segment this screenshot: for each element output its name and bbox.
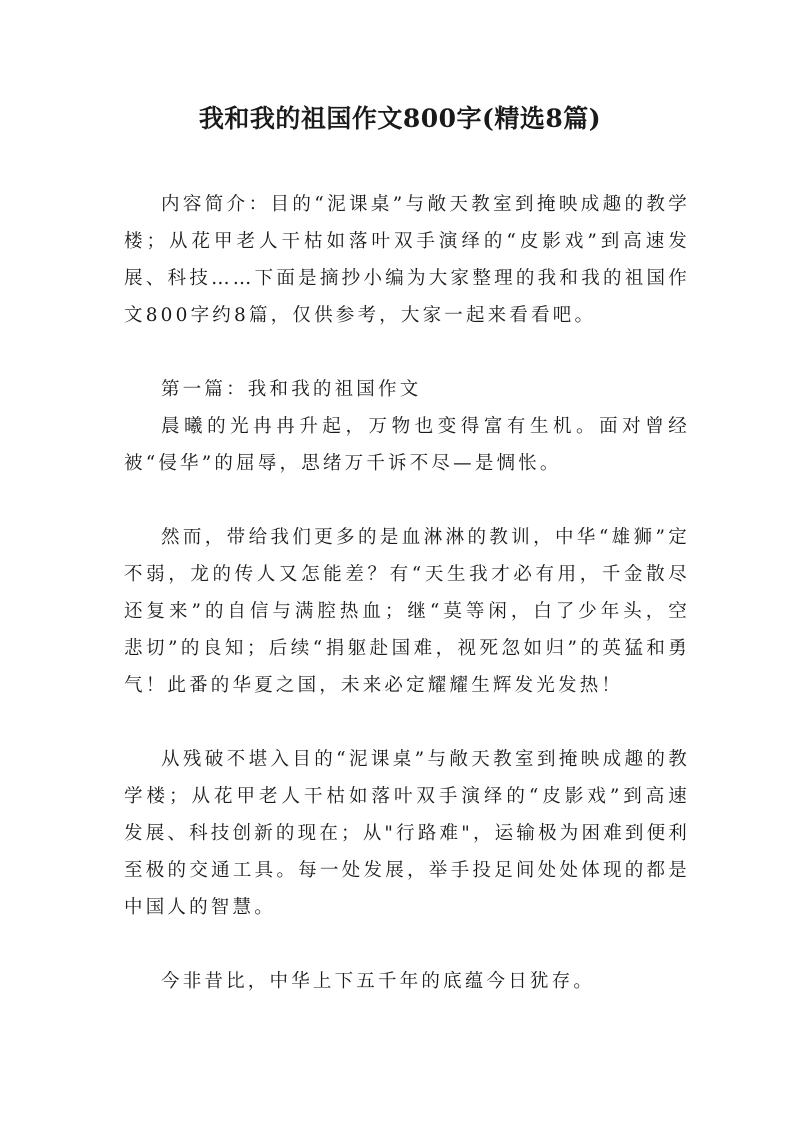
paragraph-gap xyxy=(124,482,690,519)
paragraph-gap xyxy=(124,334,690,371)
body-paragraph-2: 然而，带给我们更多的是血淋淋的教训，中华“雄狮”定不弱，龙的传人又怎能差？有“天生我才必有用，千金散尽还复来”的自信与满腔热血；继“莫等闲，白了少年头，空悲切”的良知；后续“捐躯赴国难，视死忽如归”的英猛和勇气！此番的华夏之国，未来必定耀耀生辉发光发热！ xyxy=(124,527,690,696)
body-paragraph-4: 今非昔比，中华上下五千年的底蕴今日犹存。 xyxy=(161,971,596,992)
paragraph-gap xyxy=(124,926,690,963)
document-title: 我和我的祖国作文800字(精选8篇) xyxy=(198,104,602,133)
section-heading: 第一篇：我和我的祖国作文 xyxy=(161,379,422,400)
body-paragraph-1: 晨曦的光冉冉升起，万物也变得富有生机。面对曾经被“侵华”的屈辱，思绪万千诉不尽—是惆怅。 xyxy=(124,416,690,474)
document-body xyxy=(124,186,690,1000)
paragraph-gap xyxy=(124,704,690,741)
intro-paragraph: 内容简介：目的“泥课桌”与敞天教室到掩映成趣的教学楼；从花甲老人干枯如落叶双手演绎的“皮影戏”到高速发展、科技……下面是摘抄小编为大家整理的我和我的祖国作文800字约8篇，仅供参考，大家一起来看看吧。 xyxy=(124,194,690,326)
body-paragraph-3: 从残破不堪入目的“泥课桌”与敞天教室到掩映成趣的教学楼；从花甲老人干枯如落叶双手演绎的“皮影戏”到高速发展、科技创新的现在；从"行路难"，运输极为困难到便利至极的交通工具。每一处发展，举手投足间处处体现的都是中国人的智慧。 xyxy=(124,749,690,918)
